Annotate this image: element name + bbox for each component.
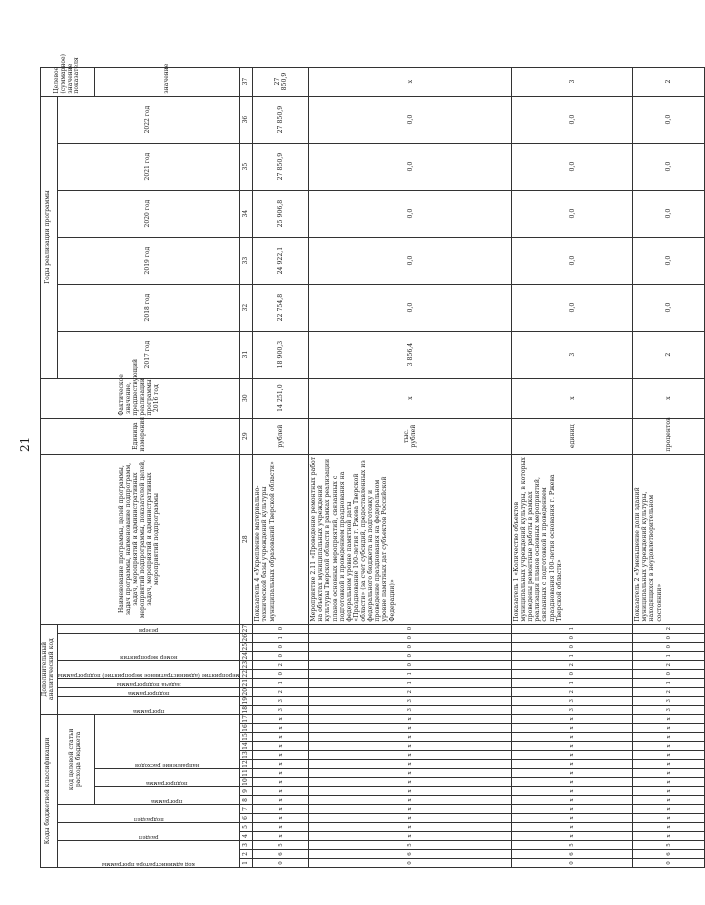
code-cell: х [309,733,512,742]
header-extra-program: программа [57,696,240,714]
code-cell: х [633,823,705,832]
code-cell: х [633,796,705,805]
code-cell: х [309,760,512,769]
code-cell: х [253,805,309,814]
row-year-value: 3 856,4 [309,331,512,378]
code-cell: х [633,760,705,769]
header-task: задача подпрограммы [57,678,240,687]
column-number: 4 [240,832,253,841]
code-cell: х [633,751,705,760]
row-year-value: 25 906,8 [253,190,309,237]
code-cell: х [309,814,512,823]
header-target-value: значение [95,67,240,96]
code-cell: х [633,714,705,723]
code-cell: х [633,805,705,814]
header-target: Целевое (суммарное) значение показателя [41,67,95,96]
header-subsection: подраздел [57,805,240,823]
header-section: раздел [57,823,240,841]
column-number: 11 [240,769,253,778]
code-cell: 0 [633,859,705,868]
code-cell: 1 [511,678,632,687]
code-cell: 3 [309,705,512,714]
code-cell: х [511,714,632,723]
column-number: 19 [240,696,253,705]
code-cell: х [511,832,632,841]
code-cell: 0 [253,651,309,660]
row-year-value: 0,0 [633,190,705,237]
code-cell: х [253,760,309,769]
header-name: Наименование программы, целей программы, задач программы, наименование подпрограмм, задач, мероприятий и административных мероприятий подпрограммы, показателей целей, задач, мероприятий и административных мероприятий подпрограммы [41,454,240,624]
row-name: Показатель 1 «Количество объектов муниципальных учреждений культуры, в которых проведены ремонтные работы в рамках реализации планов основных мероприятий, связанных с подготовкой и проведением празднования 100-летия основания г. Ржева Тверской области» [511,454,632,624]
code-cell: х [633,724,705,733]
code-cell: х [511,751,632,760]
code-cell: 2 [253,660,309,669]
column-number: 29 [240,418,253,454]
code-cell: 3 [511,696,632,705]
column-number: 31 [240,331,253,378]
column-number: 2 [240,850,253,859]
code-cell: 3 [633,696,705,705]
header-2018: 2018 год [57,284,240,331]
column-number: 33 [240,237,253,284]
column-number: 24 [240,651,253,660]
code-cell: 0 [511,669,632,678]
code-cell: 3 [253,705,309,714]
rotated-table [40,54,673,868]
code-cell: х [633,787,705,796]
header-subprogram: подпрограмма [95,769,240,787]
row-year-value: 0,0 [633,237,705,284]
code-cell: 0 [309,651,512,660]
row-year-value: 0,0 [309,284,512,331]
header-program: программа [95,787,240,805]
code-cell: 0 [511,633,632,642]
code-cell: х [309,805,512,814]
code-cell: х [511,733,632,742]
header-extra-subprogram: подпрограмма [57,687,240,696]
code-cell: 1 [511,624,632,633]
column-number: 20 [240,687,253,696]
header-2019: 2019 год [57,237,240,284]
header-measure: мероприятие (административное мероприятие) подпрограммы [57,660,240,678]
code-cell: 0 [309,642,512,651]
table-body [253,67,705,867]
code-cell: х [511,742,632,751]
code-cell: х [309,796,512,805]
code-cell: х [309,832,512,841]
code-cell: х [309,778,512,787]
code-cell: х [633,814,705,823]
row-year-value: 2 [633,331,705,378]
row-year-value: 0,0 [511,237,632,284]
row-year-value: 27 850,9 [253,96,309,143]
row-fact-2016: 14 251,0 [253,378,309,418]
column-number: 8 [240,796,253,805]
row-fact-2016: х [633,378,705,418]
row-year-value: 0,0 [309,143,512,190]
page-number: 21 [18,436,32,452]
code-cell: х [253,832,309,841]
code-cell: х [253,733,309,742]
table-row [511,67,632,867]
column-number: 9 [240,787,253,796]
row-year-value: 3 [511,331,632,378]
row-year-value: 0,0 [511,190,632,237]
column-number: 15 [240,733,253,742]
code-cell: х [253,814,309,823]
column-number: 34 [240,190,253,237]
header-unit: Единица измерения [41,418,240,454]
code-cell: х [309,787,512,796]
code-cell: 2 [253,687,309,696]
column-number: 23 [240,660,253,669]
code-cell: 0 [253,642,309,651]
code-cell: х [253,796,309,805]
code-cell: 1 [633,651,705,660]
column-number: 32 [240,284,253,331]
column-number: 22 [240,669,253,678]
row-year-value: 22 754,8 [253,284,309,331]
column-number: 7 [240,805,253,814]
row-unit: рублей [253,418,309,454]
header-direction: направление расходов [95,714,240,768]
code-cell: 3 [253,696,309,705]
table-row [309,67,512,867]
code-cell: 0 [309,633,512,642]
row-year-value: 18 900,3 [253,331,309,378]
header-admin: код администратора программы [57,841,240,868]
table-row [253,67,309,867]
code-cell: 0 [511,642,632,651]
code-cell: 2 [633,687,705,696]
code-cell: х [309,714,512,723]
row-year-value: 0,0 [309,96,512,143]
code-cell: 1 [309,678,512,687]
row-name: Мероприятие 2.11 «Проведение ремонтных работ на объектах муниципальных учреждений культуры Тверской области в рамках реализации планов основных мероприятий, связанных с подготовкой и проведением празднования на федеральном уровне памятной даты «Празднование 100-летия г. Ржева Тверской области» (за счет субсидий, предоставленных из федерального бюджета на подготовку и проведение празднования на федеральном уровне памятных дат субъектов Российской Федерации)» [309,454,512,624]
column-number: 12 [240,760,253,769]
row-year-value: 27 850,9 [253,143,309,190]
code-cell: х [511,787,632,796]
code-cell: 6 [511,850,632,859]
column-number: 1 [240,859,253,868]
code-cell: 5 [633,841,705,850]
code-cell: 0 [633,642,705,651]
row-unit: процентов [633,418,705,454]
column-number: 37 [240,67,253,96]
row-target: 3 [511,67,632,96]
code-cell: 0 [253,624,309,633]
column-number: 5 [240,823,253,832]
header-extra-code: Дополнительный аналитический код [41,624,58,714]
column-number: 25 [240,642,253,651]
code-cell: 0 [633,669,705,678]
row-year-value: 0,0 [309,237,512,284]
code-cell: 0 [253,859,309,868]
row-year-value: 24 922,1 [253,237,309,284]
code-cell: х [309,742,512,751]
code-cell: 3 [633,705,705,714]
code-cell: х [511,778,632,787]
code-cell: х [309,724,512,733]
code-cell: 2 [633,660,705,669]
code-cell: 0 [309,660,512,669]
code-cell: х [253,778,309,787]
code-cell: х [511,796,632,805]
column-number: 18 [240,705,253,714]
code-cell: х [633,733,705,742]
column-number: 36 [240,96,253,143]
row-target: 2 [633,67,705,96]
code-cell: х [511,814,632,823]
code-cell: х [309,751,512,760]
row-fact-2016: х [511,378,632,418]
row-target: 27 850,9 [253,67,309,96]
row-year-value: 0,0 [633,96,705,143]
code-cell: 5 [309,841,512,850]
column-number: 35 [240,143,253,190]
code-cell: 0 [633,633,705,642]
header-measure-no: номер мероприятия [57,633,240,660]
code-cell: х [633,742,705,751]
code-cell: 0 [511,859,632,868]
code-cell: 6 [309,850,512,859]
column-number: 30 [240,378,253,418]
row-unit: единиц [511,418,632,454]
table-frame [40,54,673,868]
code-cell: х [633,832,705,841]
column-number: 3 [240,841,253,850]
code-cell: х [511,724,632,733]
code-cell: 3 [309,696,512,705]
code-cell: х [253,742,309,751]
code-cell: 6 [253,850,309,859]
code-cell: 3 [511,705,632,714]
code-cell: 1 [511,651,632,660]
header-years: Годы реализации программы [41,96,58,378]
code-cell: х [309,769,512,778]
code-cell: 2 [511,660,632,669]
column-number: 16 [240,724,253,733]
column-number: 28 [240,454,253,624]
code-cell: 0 [309,859,512,868]
header-budget-codes: Коды бюджетной классификации [41,714,58,867]
code-cell: 2 [309,687,512,696]
header-fact-2016: Фактическое значение, предшествующий реализации программы 2016 год [41,378,240,418]
row-target: х [309,67,512,96]
column-number: 26 [240,633,253,642]
column-number: 10 [240,778,253,787]
header-reserve: резерв [57,624,240,633]
column-number: 27 [240,624,253,633]
code-cell: 2 [633,624,705,633]
code-cell: х [511,760,632,769]
column-number: 14 [240,742,253,751]
row-name: Показатель 2 «Уменьшение доли зданий муниципальных учреждений культуры, находящихся в неудовлетворительном состоянии» [633,454,705,624]
code-cell: х [309,823,512,832]
code-cell: 5 [511,841,632,850]
code-cell: х [511,805,632,814]
code-cell: 1 [253,678,309,687]
code-cell: 2 [511,687,632,696]
column-number: 6 [240,814,253,823]
code-cell: х [253,823,309,832]
header-2017: 2017 год [57,331,240,378]
row-year-value: 0,0 [309,190,512,237]
code-cell: 5 [253,841,309,850]
header-target-group: код целевой статьи расхода бюджета [57,714,94,804]
column-number: 17 [240,714,253,723]
code-cell: х [511,823,632,832]
code-cell: х [253,724,309,733]
row-year-value: 0,0 [511,143,632,190]
row-unit: тыс. рублей [309,418,512,454]
code-cell: х [633,778,705,787]
code-cell: х [633,769,705,778]
header-2021: 2021 год [57,143,240,190]
program-table [40,54,705,868]
code-cell: х [253,751,309,760]
header-2020: 2020 год [57,190,240,237]
code-cell: х [253,769,309,778]
header-2022: 2022 год [57,96,240,143]
code-cell: 1 [309,669,512,678]
table-row [633,67,705,867]
row-name: Показатель 4 «Укрепление материально-технической базы учреждений культуры муниципальных образований Тверской области» [253,454,309,624]
code-cell: 1 [633,678,705,687]
code-cell: х [253,787,309,796]
row-fact-2016: х [309,378,512,418]
row-year-value: 0,0 [633,284,705,331]
code-cell: 0 [253,669,309,678]
row-year-value: 0,0 [511,96,632,143]
code-cell: х [253,714,309,723]
column-number-row [240,67,253,867]
code-cell: 1 [253,633,309,642]
code-cell: 6 [633,850,705,859]
code-cell: 0 [309,624,512,633]
row-year-value: 0,0 [511,284,632,331]
column-number: 13 [240,751,253,760]
code-cell: х [511,769,632,778]
column-number: 21 [240,678,253,687]
row-year-value: 0,0 [633,143,705,190]
